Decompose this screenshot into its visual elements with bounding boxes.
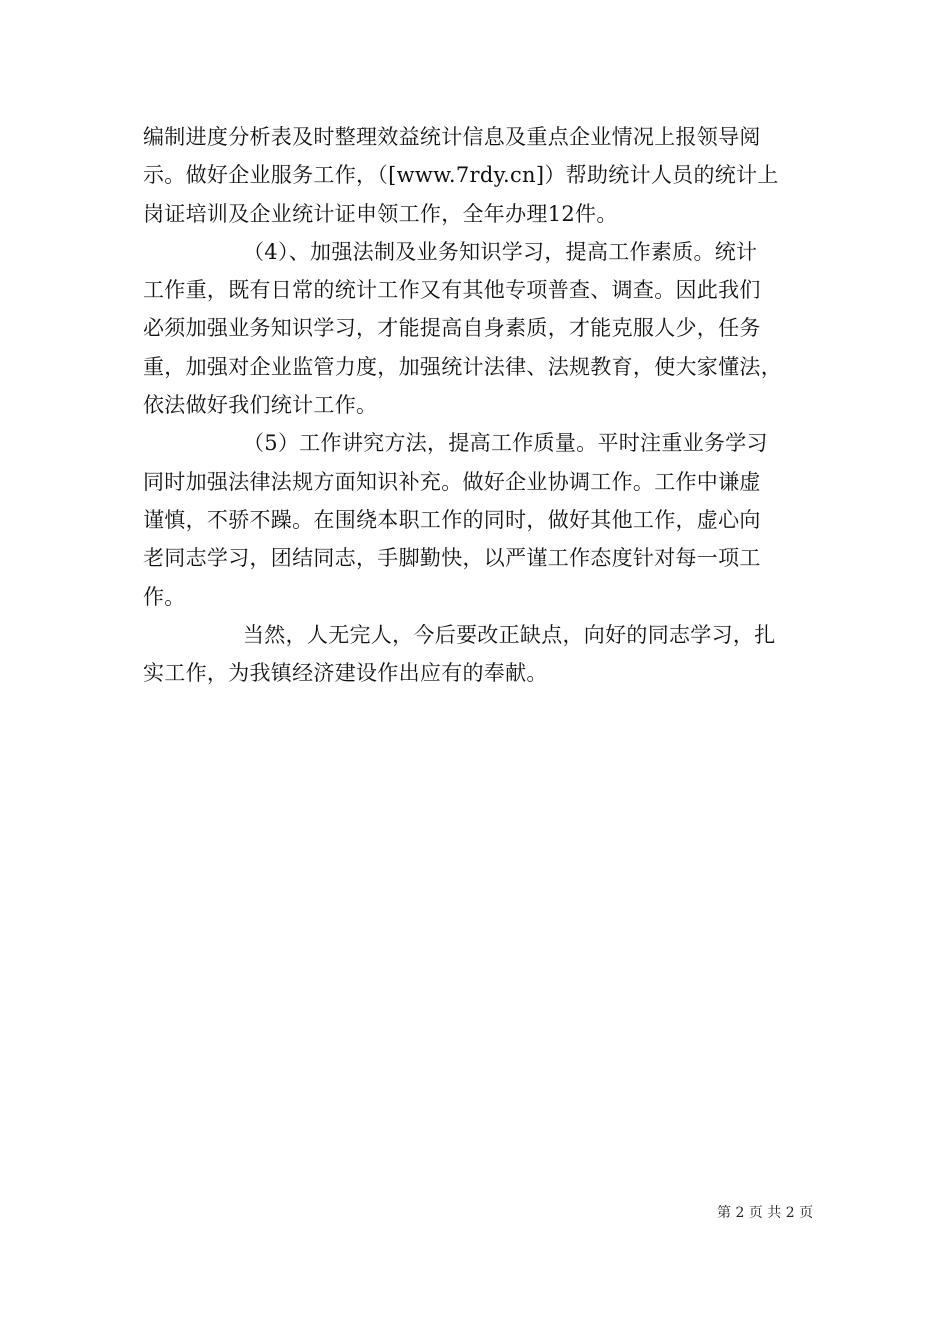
paragraph-item-5 bbox=[143, 424, 825, 615]
text-line: 同时加强法律法规方面知识补充。做好企业协调工作。工作中谦虚 bbox=[143, 469, 761, 494]
text-line: （4）、加强法制及业务知识学习，提高工作素质。统计 bbox=[243, 239, 758, 264]
text-line: 老同志学习，团结同志，手脚勤快，以严谨工作态度针对每一项工 bbox=[143, 546, 761, 571]
text-line: 示。做好企业服务工作，（[www.7rdy.cn]）帮助统计人员的统计上 bbox=[143, 163, 779, 188]
page-number-footer: 第 2 页 共 2 页 bbox=[717, 1205, 814, 1221]
text-line: 必须加强业务知识学习，才能提高自身素质，才能克服人少，任务 bbox=[143, 316, 761, 341]
text-line: 重，加强对企业监管力度，加强统计法律、法规教育，使大家懂法， bbox=[143, 354, 782, 379]
paragraph-report-work bbox=[143, 118, 825, 233]
text-line: 作。 bbox=[143, 584, 186, 609]
text-line: 谨慎，不骄不躁。在围绕本职工作的同时，做好其他工作，虚心向 bbox=[143, 507, 761, 532]
text-line: 依法做好我们统计工作。 bbox=[143, 393, 378, 418]
text-line: 实工作，为我镇经济建设作出应有的奉献。 bbox=[143, 661, 548, 686]
text-line: 工作重，既有日常的统计工作又有其他专项普查、调查。因此我们 bbox=[143, 278, 761, 303]
text-line: 编制进度分析表及时整理效益统计信息及重点企业情况上报领导阅 bbox=[143, 125, 761, 149]
paragraph-conclusion bbox=[143, 616, 825, 693]
document-body bbox=[143, 118, 825, 692]
text-line: 岗证培训及企业统计证申领工作，全年办理12件。 bbox=[143, 201, 618, 226]
text-line: （5）工作讲究方法，提高工作质量。平时注重业务学习 bbox=[243, 431, 768, 456]
text-line: 当然，人无完人，今后要改正缺点，向好的同志学习，扎 bbox=[243, 622, 776, 647]
paragraph-item-4 bbox=[143, 233, 825, 424]
